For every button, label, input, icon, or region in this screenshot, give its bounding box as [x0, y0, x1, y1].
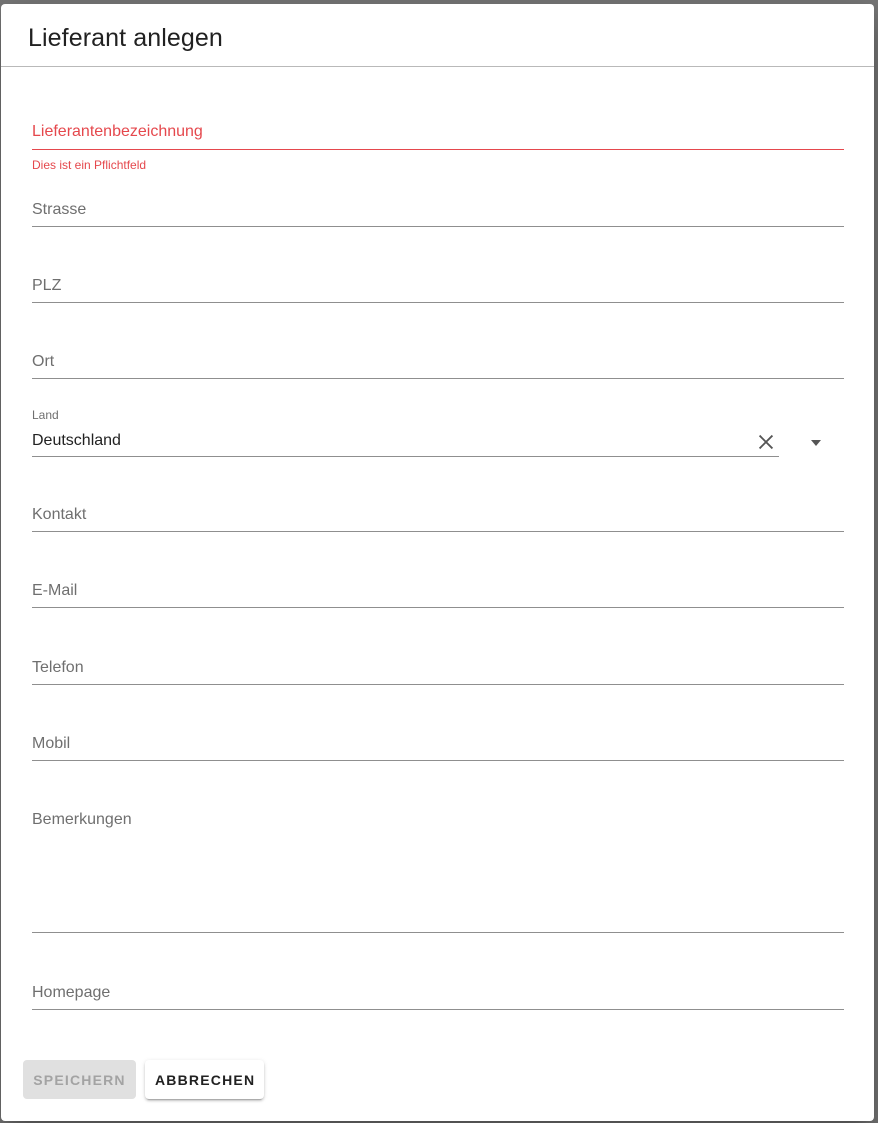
contact-field[interactable] — [32, 502, 844, 533]
street-label: Strasse — [32, 201, 87, 218]
email-label: E-Mail — [32, 582, 78, 599]
dialog-title: Lieferant anlegen — [28, 24, 223, 52]
postal-code-label: PLZ — [32, 277, 62, 294]
country-select[interactable] — [32, 408, 844, 458]
country-underline — [32, 456, 779, 457]
email-field[interactable] — [32, 578, 844, 609]
supplier-name-field[interactable] — [32, 120, 844, 151]
supplier-name-label: Lieferantenbezeichnung — [32, 123, 203, 140]
phone-underline — [32, 684, 844, 685]
postal-code-field[interactable] — [32, 273, 844, 304]
mobile-underline — [32, 760, 844, 761]
city-underline — [32, 378, 844, 379]
remarks-label: Bemerkungen — [32, 811, 132, 828]
create-supplier-dialog — [1, 4, 874, 1121]
cancel-button[interactable]: ABBRECHEN — [145, 1060, 264, 1099]
city-label: Ort — [32, 353, 55, 370]
postal-code-underline — [32, 302, 844, 303]
country-label: Land — [32, 408, 59, 422]
title-divider — [1, 66, 874, 67]
street-field[interactable] — [32, 197, 844, 228]
arrow-drop-down-icon[interactable] — [808, 438, 824, 448]
supplier-name-underline — [32, 149, 844, 150]
remarks-underline — [32, 932, 844, 933]
email-underline — [32, 607, 844, 608]
phone-label: Telefon — [32, 659, 84, 676]
homepage-underline — [32, 1009, 844, 1010]
mobile-field[interactable] — [32, 731, 844, 762]
supplier-name-error: Dies ist ein Pflichtfeld — [32, 158, 147, 172]
contact-underline — [32, 531, 844, 532]
save-button[interactable]: SPEICHERN — [23, 1060, 136, 1099]
mobile-label: Mobil — [32, 735, 71, 752]
phone-field[interactable] — [32, 655, 844, 686]
remarks-textarea[interactable] — [32, 807, 844, 934]
close-icon[interactable] — [755, 431, 777, 453]
country-value: Deutschland — [32, 432, 121, 449]
homepage-field[interactable] — [32, 980, 844, 1011]
contact-label: Kontakt — [32, 506, 87, 523]
city-field[interactable] — [32, 349, 844, 380]
street-underline — [32, 226, 844, 227]
homepage-label: Homepage — [32, 984, 111, 1001]
